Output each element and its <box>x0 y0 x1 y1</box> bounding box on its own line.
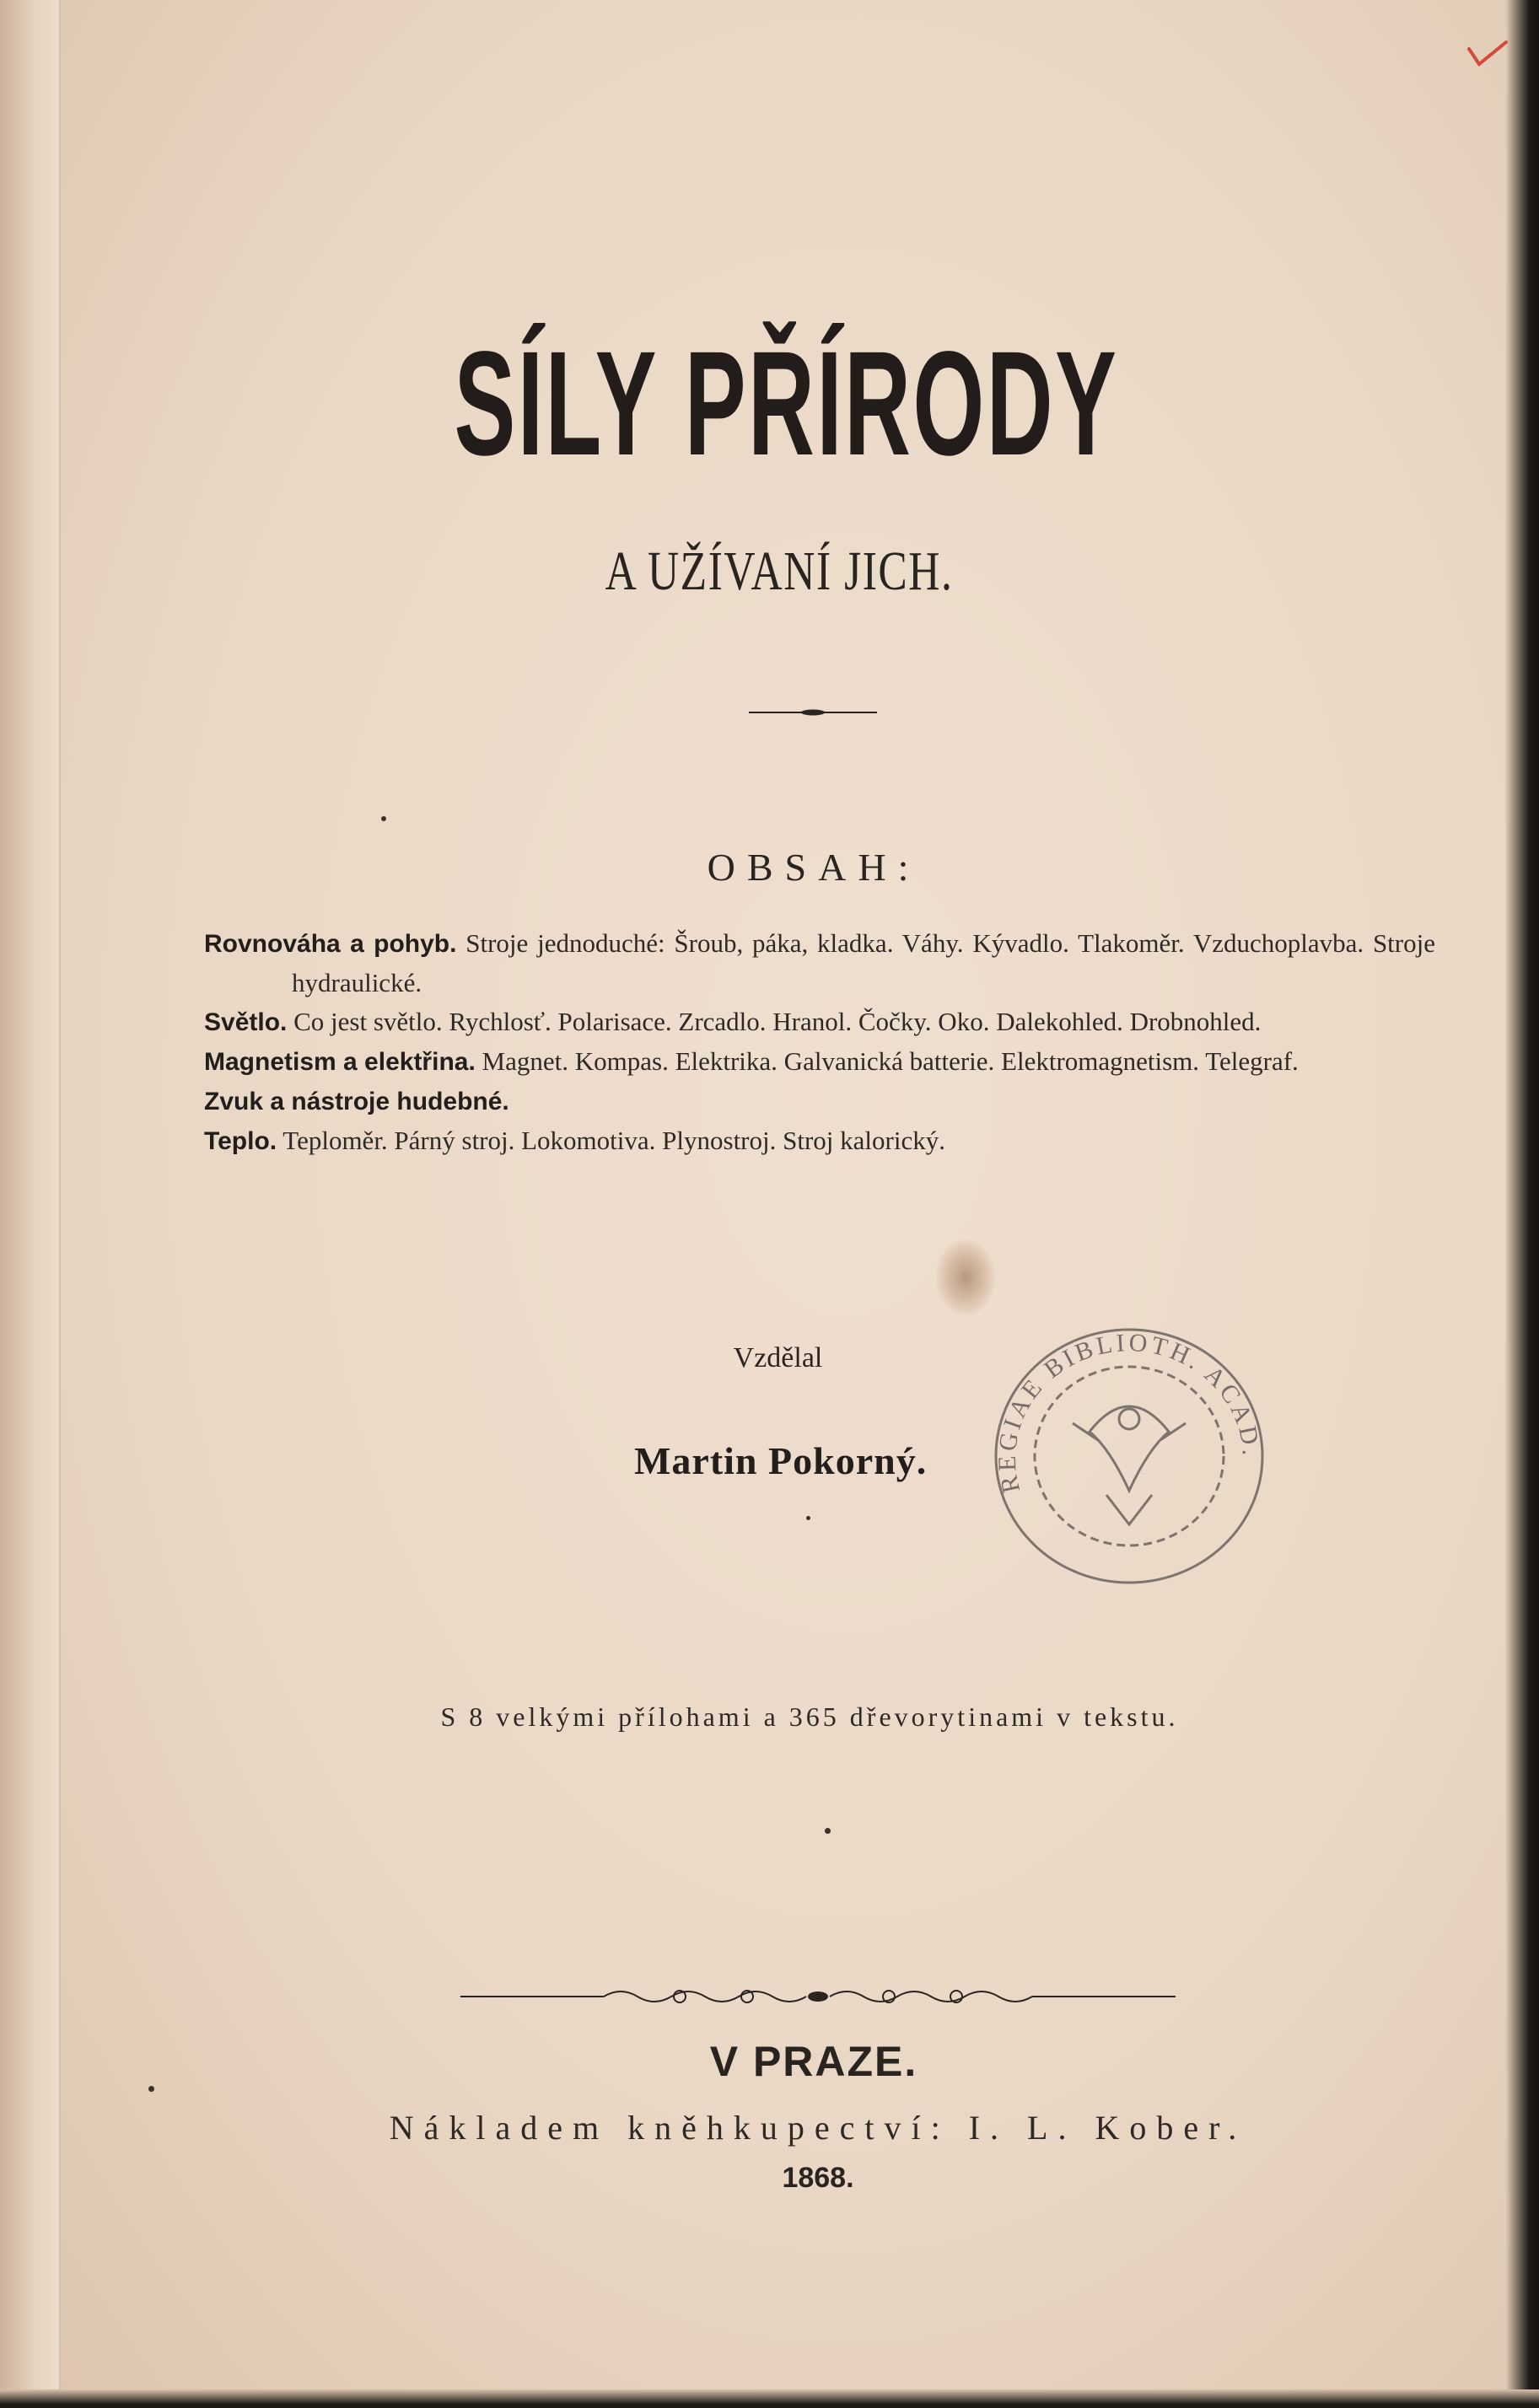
contents-entry <box>204 1121 1435 1161</box>
imprint-year: 1868. <box>782 2162 854 2194</box>
stamp-inscription: REGIAE BIBLIOTH. ACAD. <box>993 1328 1266 1496</box>
contents-entry-text: Magnet. Kompas. Elektrika. Galvanická batterie. Elektromagnetism. Telegraf. <box>475 1046 1299 1076</box>
author-name: Martin Pokorný. <box>634 1439 928 1482</box>
imprint-place: V PRAZE. <box>709 2038 918 2085</box>
red-check-mark <box>1466 37 1509 71</box>
contents-entry-text: Co jest světlo. Rychlosť. Polarisace. Zrcadlo. Hranol. Čočky. Oko. Dalekohled. Drobnohled. <box>287 1007 1262 1036</box>
page-bottom-edge <box>0 2389 1539 2408</box>
contents-entry-title: Teplo. <box>204 1127 277 1155</box>
contents-entry <box>204 1082 1435 1121</box>
ornamental-divider <box>460 1981 1176 2012</box>
contents-entry-title: Rovnováha a pohyb. <box>204 930 457 958</box>
contents-entry-title: Magnetism a elektřina. <box>204 1048 476 1076</box>
book-subtitle: A UŽÍVANÍ JICH. <box>605 540 954 602</box>
imprint-publisher: Nákladem kněhkupectví: I. L. Kober. <box>389 2109 1247 2147</box>
contents-entry <box>204 1002 1435 1042</box>
library-stamp <box>988 1322 1270 1590</box>
contents-entry-title: Světlo. <box>204 1008 288 1036</box>
contents-entry <box>204 924 1435 1002</box>
ink-speck <box>381 816 386 821</box>
decorative-rule <box>749 707 877 718</box>
contents-entry-text: Teploměr. Párný stroj. Lokomotiva. Plynostroj. Stroj kalorický. <box>277 1126 945 1155</box>
contents-list <box>204 924 1435 1161</box>
svg-text:REGIAE BIBLIOTH. ACAD. <box>993 1329 1265 1496</box>
contents-heading: OBSAH: <box>707 846 921 889</box>
paper-stain <box>936 1239 995 1315</box>
contents-entry-text: Stroje jednoduché: Šroub, páka, kladka. Váhy. Kývadlo. Tlakoměr. Vzduchoplavba. Stroje hydraulické. <box>292 928 1435 997</box>
ink-speck <box>825 1828 831 1834</box>
ink-speck <box>148 2086 154 2092</box>
contents-entry <box>204 1042 1435 1082</box>
contents-entry-title: Zvuk a nástroje hudebné. <box>204 1088 509 1115</box>
illustrations-note: S 8 velkými přílohami a 365 dřevorytinami v tekstu. <box>440 1701 1179 1732</box>
ink-speck <box>806 1516 810 1520</box>
book-title: SÍLY PŘÍRODY <box>454 321 1119 486</box>
credit-label: Vzdělal <box>733 1342 823 1373</box>
